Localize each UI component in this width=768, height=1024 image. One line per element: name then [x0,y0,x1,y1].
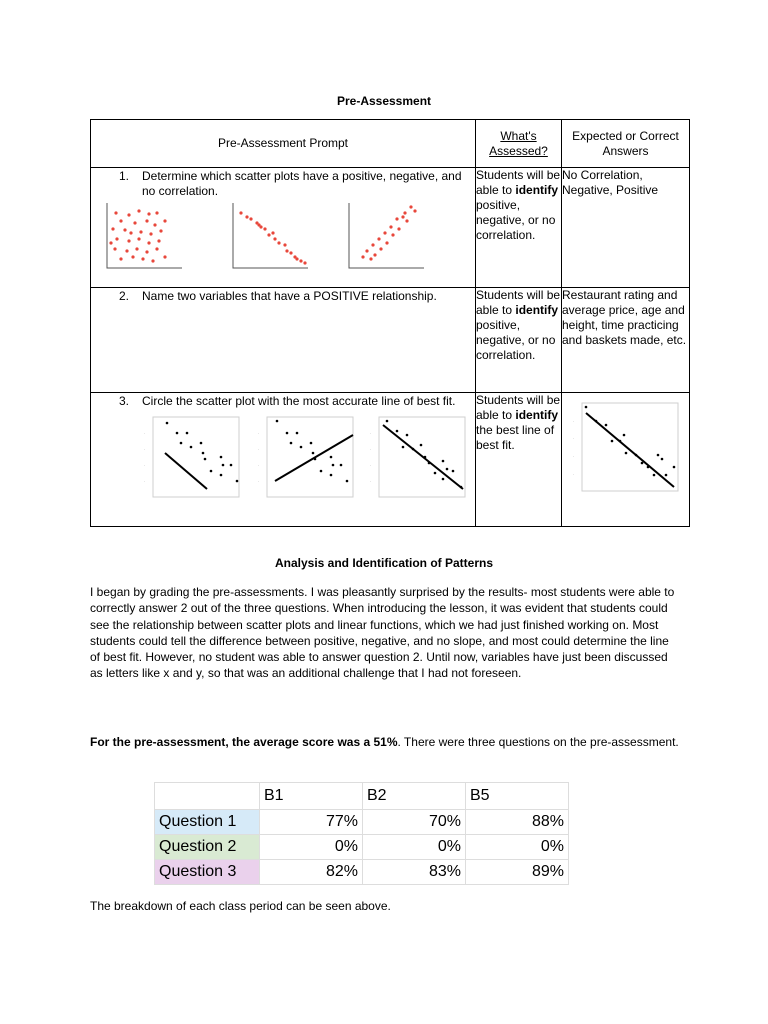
scatter-point [220,456,223,459]
scatter-point [303,261,306,264]
scatter-point [289,251,292,254]
header-prompt: Pre-Assessment Prompt [91,120,476,168]
answer-cell-2: Restaurant rating and average price, age and height, time practicing and baskets made, etc. [562,288,690,393]
axis-tick: · [258,431,260,436]
axis-tick: · [258,463,260,468]
breakdown-text: The breakdown of each class period can be seen above. [90,899,391,913]
axis-tick: · [370,479,372,484]
scatter-point [379,247,382,250]
axis-tick: · [144,447,146,452]
scatter-point [657,454,660,457]
axis-tick: · [258,479,260,484]
axis-tick: · [258,447,260,452]
scatter-point [406,434,409,437]
scatter-point [585,406,588,409]
question-3-label: Question 3 [155,860,260,885]
page-title: Pre-Assessment [336,94,432,108]
scatter-point [389,225,392,228]
scatter-point [127,213,130,216]
scatter-point [163,219,166,222]
scatter-point [155,247,158,250]
q2-b2: 0% [363,835,466,860]
scatter-point [176,432,179,435]
scatter-point [111,227,114,230]
scatter-point [109,241,112,244]
scatter-point [365,249,368,252]
question-2-label: Question 2 [155,835,260,860]
scatter-point [296,432,299,435]
scatter-point [346,480,349,483]
scatter-point [147,212,150,215]
scatter-point [155,211,158,214]
axis-tick: · [573,471,575,477]
analysis-paragraph: I began by grading the pre-assessments. I was pleasantly surprised by the results- most students were able to correctly answer 2 out of the three questions. When introducing the lesson, it was evident that students could see the relationship between scatter plots and linear functions, which we had just finished working on. Most students could tell the difference between positive, negative, and no slope, and most could determine the line of best fit. However, no student was able to answer question 2. Until now, variables have just been discussed as letters like x and y, so that was an additional challenge that I had not foreseen. [90,585,675,681]
scatter-point [434,472,437,475]
scatter-point [373,253,376,256]
scatter-point [312,452,315,455]
axis-tick: · [370,431,372,436]
results-row-q3 [155,860,569,885]
scatter-point [123,228,126,231]
scatter-point [285,249,288,252]
scatter-point [125,249,128,252]
scatter-point [283,243,286,246]
scatter-point [153,223,156,226]
scatter-point [113,247,116,250]
scatter-point [273,237,276,240]
pre-assessment-table [90,119,690,527]
scatter-point [186,432,189,435]
scatter-point [383,231,386,234]
plot-axes [349,203,424,268]
axis-tick: · [370,447,372,452]
col-b1: B1 [260,783,363,810]
plot-axes [107,203,182,268]
question-1-label: Question 1 [155,810,260,835]
scatter-point [210,470,213,473]
q2-b1: 0% [260,835,363,860]
scatter-point [371,243,374,246]
plot-frame [267,417,353,497]
prompt-cell-2: 2. Name two variables that have a POSITIVE relationship. [91,288,476,393]
scatter-point [222,464,225,467]
average-score-text: For the pre-assessment, the average score was a 51%. There were three questions on the pre-assessment. [90,735,679,749]
scatter-point [446,468,449,471]
scatter-point [290,442,293,445]
scatter-point [673,466,676,469]
axis-tick: · [573,436,575,442]
scatter-point [386,420,389,423]
scatter-point [330,456,333,459]
scatter-point [452,470,455,473]
scatter-point [623,434,626,437]
correlation-scatter-plots [91,199,476,279]
scatter-point [340,464,343,467]
axis-tick: · [144,479,146,484]
scatter-point [239,211,242,214]
scatter-point [369,257,372,260]
scatter-point [332,464,335,467]
answer-cell-1: No Correlation, Negative, Positive [562,168,690,288]
scatter-point [396,430,399,433]
q1-b1: 77% [260,810,363,835]
scatter-point [139,230,142,233]
scatter-point [402,446,405,449]
assessed-cell-3: Students will be able to identify the best line of best fit. [476,393,562,527]
scatter-point [157,239,160,242]
col-b2: B2 [363,783,466,810]
scatter-point [661,458,664,461]
scatter-point [401,215,404,218]
scatter-point [653,474,656,477]
prompt-cell-1: 1. Determine which scatter plots have a positive, negative, and no correlation. [91,168,476,288]
axis-tick: · [144,463,146,468]
scatter-point [145,219,148,222]
scatter-point [267,233,270,236]
scatter-point [190,446,193,449]
scatter-point [271,231,274,234]
scatter-point [405,219,408,222]
scatter-point [320,470,323,473]
scatter-point [129,231,132,234]
scatter-point [135,247,138,250]
header-answers: Expected or Correct Answers [562,120,690,168]
scatter-point [220,474,223,477]
scatter-point [277,241,280,244]
scatter-point [245,215,248,218]
q3-b1: 82% [260,860,363,885]
scatter-point [361,255,364,258]
scatter-point [151,259,154,262]
correct-best-fit-plot [562,395,690,495]
scatter-point [147,241,150,244]
scatter-point [299,259,302,262]
scatter-point [127,239,130,242]
scatter-point [119,219,122,222]
scatter-point [159,229,162,232]
scatter-point [115,237,118,240]
prompt-cell-3: 3. Circle the scatter plot with the most accurate line of best fit. · · · · · · · · · · · · [91,393,476,527]
results-row-q1 [155,810,569,835]
axis-tick: · [573,453,575,459]
scatter-point [330,474,333,477]
scatter-point [200,442,203,445]
scatter-point [249,217,252,220]
scatter-point [665,474,668,477]
scatter-point [114,211,117,214]
scatter-point [180,442,183,445]
q3-b5: 89% [466,860,569,885]
scatter-point [236,480,239,483]
scatter-point [295,257,298,260]
scatter-point [286,432,289,435]
scatter-point [395,217,398,220]
scatter-point [442,478,445,481]
scatter-point [145,250,148,253]
scatter-point [149,232,152,235]
results-row-q2 [155,835,569,860]
scatter-point [263,227,266,230]
scatter-point [442,460,445,463]
scatter-point [163,255,166,258]
scatter-point [391,233,394,236]
scatter-point [403,211,406,214]
scatter-point [257,223,260,226]
scatter-point [131,255,134,258]
col-b5: B5 [466,783,569,810]
scatter-point [397,227,400,230]
scatter-point [420,444,423,447]
results-corner [155,783,260,810]
analysis-title: Analysis and Identification of Patterns [274,556,494,570]
axis-tick: · [370,463,372,468]
scatter-point [276,420,279,423]
q1-b2: 70% [363,810,466,835]
scatter-point [133,221,136,224]
scatter-point [377,237,380,240]
results-table [154,782,569,885]
assessed-cell-1: Students will be able to identify positive, negative, or no correlation. [476,168,562,288]
q1-b5: 88% [466,810,569,835]
scatter-point [409,205,412,208]
scatter-point [300,446,303,449]
scatter-point [310,442,313,445]
axis-tick: · [144,431,146,436]
scatter-point [625,452,628,455]
scatter-point [166,422,169,425]
scatter-point [137,237,140,240]
assessed-cell-2: Students will be able to identify positive, negative, or no correlation. [476,288,562,393]
scatter-point [611,440,614,443]
scatter-point [385,241,388,244]
scatter-point [204,458,207,461]
scatter-point [202,452,205,455]
header-assessed: What's Assessed? [476,120,562,168]
line-of-best-fit-plots [91,409,476,505]
scatter-point [230,464,233,467]
scatter-point [605,424,608,427]
axis-tick: · [573,418,575,424]
answer-cell-3 [562,393,690,527]
q2-b5: 0% [466,835,569,860]
q3-b2: 83% [363,860,466,885]
scatter-point [413,209,416,212]
scatter-point [119,257,122,260]
plot-frame [153,417,239,497]
scatter-point [137,209,140,212]
scatter-point [141,257,144,260]
